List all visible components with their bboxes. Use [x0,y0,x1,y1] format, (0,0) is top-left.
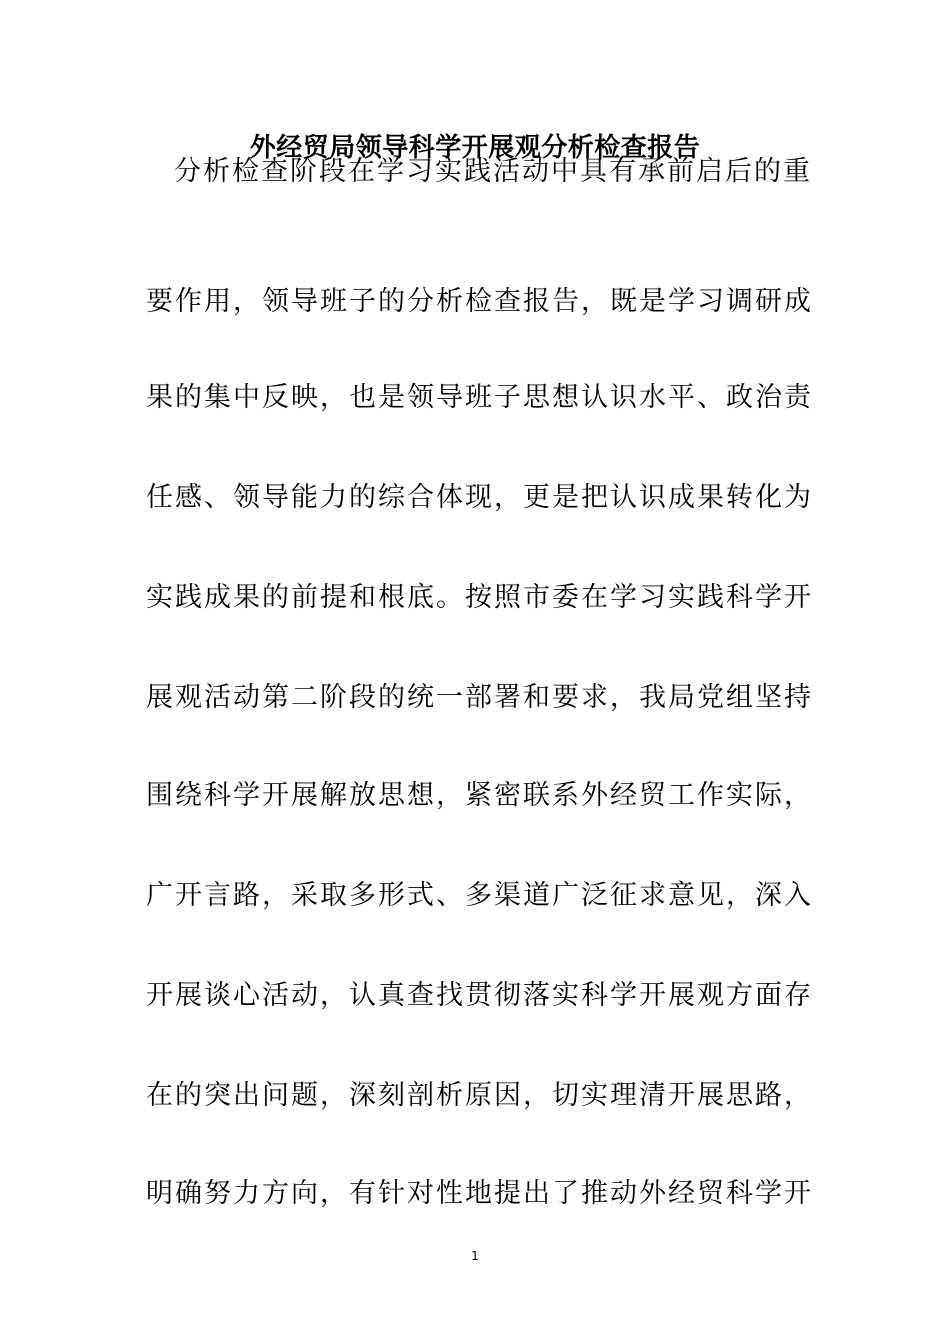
paragraph-line: 要作用，领导班子的分析检查报告，既是学习调研成 [146,286,813,317]
paragraph-line: 广开言路，采取多形式、多渠道广泛征求意见，深入 [146,880,813,911]
page-number: 1 [471,1249,479,1263]
paragraph-line: 开展谈心活动，认真查找贯彻落实科学开展观方面存 [146,980,813,1011]
paragraph-line: 实践成果的前提和根底。按照市委在学习实践科学开 [146,582,813,613]
paragraph-line: 明确努力方向，有针对性地提出了推动外经贸科学开 [146,1178,813,1209]
paragraph-line: 展观活动第二阶段的统一部署和要求，我局党组坚持 [146,682,813,713]
paragraph-line: 果的集中反映，也是领导班子思想认识水平、政治责 [146,382,813,413]
paragraph-line: 围绕科学开展解放思想，紧密联系外经贸工作实际， [146,780,813,811]
paragraph-line: 在的突出问题，深刻剖析原因，切实理清开展思路， [146,1080,813,1111]
document-title: 外经贸局领导科学开展观分析检查报告 [249,133,701,163]
paragraph-line: 任感、领导能力的综合体现，更是把认识成果转化为 [146,482,813,513]
paragraph-line: 分析检查阶段在学习实践活动中具有承前启后的重 [174,156,812,187]
